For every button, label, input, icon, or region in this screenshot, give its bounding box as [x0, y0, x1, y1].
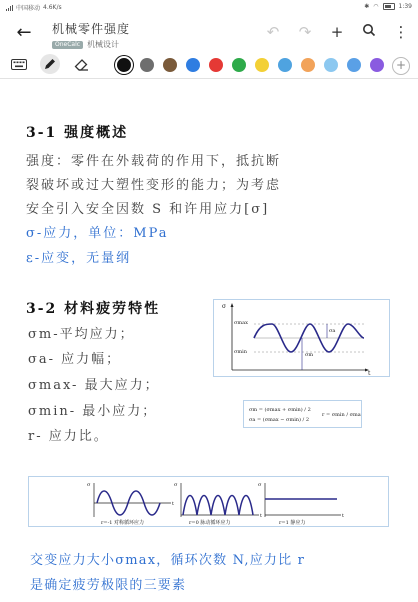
wifi-icon: ◠: [373, 3, 379, 10]
cycle-types-figure: [28, 476, 389, 527]
section1-line-1: 强度：零件在外载荷的作用下，抵抗断: [26, 154, 282, 169]
notebook-name[interactable]: 机械设计: [87, 40, 120, 49]
sigma-m-label: σm: [305, 352, 314, 358]
add-color-button[interactable]: +: [392, 57, 410, 75]
note-title[interactable]: 机械零件强度: [52, 22, 131, 36]
cycle1-y-label: σ: [87, 482, 91, 488]
arrow-left-icon: ←: [16, 22, 32, 43]
formula-sigma-a: σa = (σmax − σmin) / 2: [249, 417, 310, 423]
more-vertical-icon[interactable]: ⋮: [393, 23, 409, 41]
strain-note: ε-应变，无量纲: [26, 251, 132, 266]
formula-sigma-m: σm = (σmax + σmin) / 2: [249, 407, 311, 413]
note-tag: OneCalc: [52, 41, 83, 49]
toolbar-divider: [0, 78, 418, 79]
section2-heading: 3-2 材料疲劳特性: [26, 301, 161, 317]
battery-icon: [383, 3, 395, 10]
status-bar: [0, 0, 418, 14]
title-block: [52, 20, 130, 50]
stress-note: σ-应力，单位：MPa: [26, 226, 169, 241]
signal-icon: [6, 5, 13, 11]
sigma-max-label: σmax: [234, 320, 248, 326]
sigma-m-note: σm-平均应力；: [28, 327, 135, 342]
sigma-min-note: σmin- 最小应力；: [28, 404, 158, 419]
stress-ratio-note: r- 应力比。: [28, 429, 109, 444]
pen-toolbar: [0, 52, 418, 76]
clock: 1:39: [398, 3, 412, 10]
formula-ratio: r = σmin / σmax: [322, 412, 361, 418]
cycle2-x-label: t: [260, 513, 263, 519]
back-button[interactable]: [12, 22, 36, 44]
caption-pulsating: r=0 脉动循环应力: [189, 520, 231, 526]
undo-icon[interactable]: ↶: [266, 23, 280, 41]
eraser-icon[interactable]: [71, 54, 91, 74]
color-swatch[interactable]: [163, 58, 177, 72]
color-swatch[interactable]: [232, 58, 246, 72]
section1-line-2: 裂破坏或过大塑性变形的能力；为考虑: [26, 178, 282, 193]
section1-line-3: 安全引入安全因数 S 和许用应力[σ]: [26, 202, 270, 217]
caption-symmetric: r=-1 对称循环应力: [101, 520, 145, 526]
color-swatch[interactable]: [278, 58, 292, 72]
color-swatch[interactable]: [117, 58, 131, 72]
color-swatch[interactable]: [301, 58, 315, 72]
y-axis-label: σ: [222, 303, 227, 310]
summary-line-1: 交变应力大小σmax，循环次数 N,应力比 r: [30, 553, 306, 568]
section1-heading: 3-1 强度概述: [26, 125, 129, 141]
color-swatch[interactable]: [140, 58, 154, 72]
cycle2-y-label: σ: [174, 482, 178, 488]
app-actions: [264, 23, 410, 41]
color-swatch[interactable]: [255, 58, 269, 72]
summary-line-2: 是确定疲劳极限的三要素: [30, 578, 187, 593]
search-icon[interactable]: [360, 23, 378, 41]
keyboard-icon[interactable]: [9, 54, 29, 74]
app-bar: [0, 14, 418, 52]
color-swatch[interactable]: [370, 58, 384, 72]
note-page[interactable]: [0, 80, 418, 602]
color-swatch[interactable]: [186, 58, 200, 72]
sigma-max-note: σmax- 最大应力；: [28, 378, 160, 393]
cycle1-x-label: t: [172, 501, 175, 507]
color-swatch[interactable]: [324, 58, 338, 72]
color-swatch[interactable]: [347, 58, 361, 72]
bluetooth-icon: ✱: [364, 3, 370, 10]
cycle3-y-label: σ: [258, 482, 262, 488]
x-axis-label: t: [368, 370, 371, 376]
caption-static: r=1 静应力: [279, 520, 306, 526]
redo-icon[interactable]: ↷: [298, 23, 312, 41]
sigma-a-note: σa- 应力幅；: [28, 352, 122, 367]
pen-icon[interactable]: [40, 54, 60, 74]
sigma-a-label: σa: [329, 328, 336, 334]
network-speed: 4.6K/s: [43, 4, 62, 11]
sigma-min-label: σmin: [234, 349, 247, 355]
carrier-label: 中国移动: [16, 5, 41, 12]
color-swatch[interactable]: [209, 58, 223, 72]
formula-figure: [243, 400, 362, 428]
stress-cycle-figure: [213, 299, 390, 377]
plus-icon[interactable]: +: [330, 23, 344, 41]
cycle3-x-label: t: [342, 513, 345, 519]
